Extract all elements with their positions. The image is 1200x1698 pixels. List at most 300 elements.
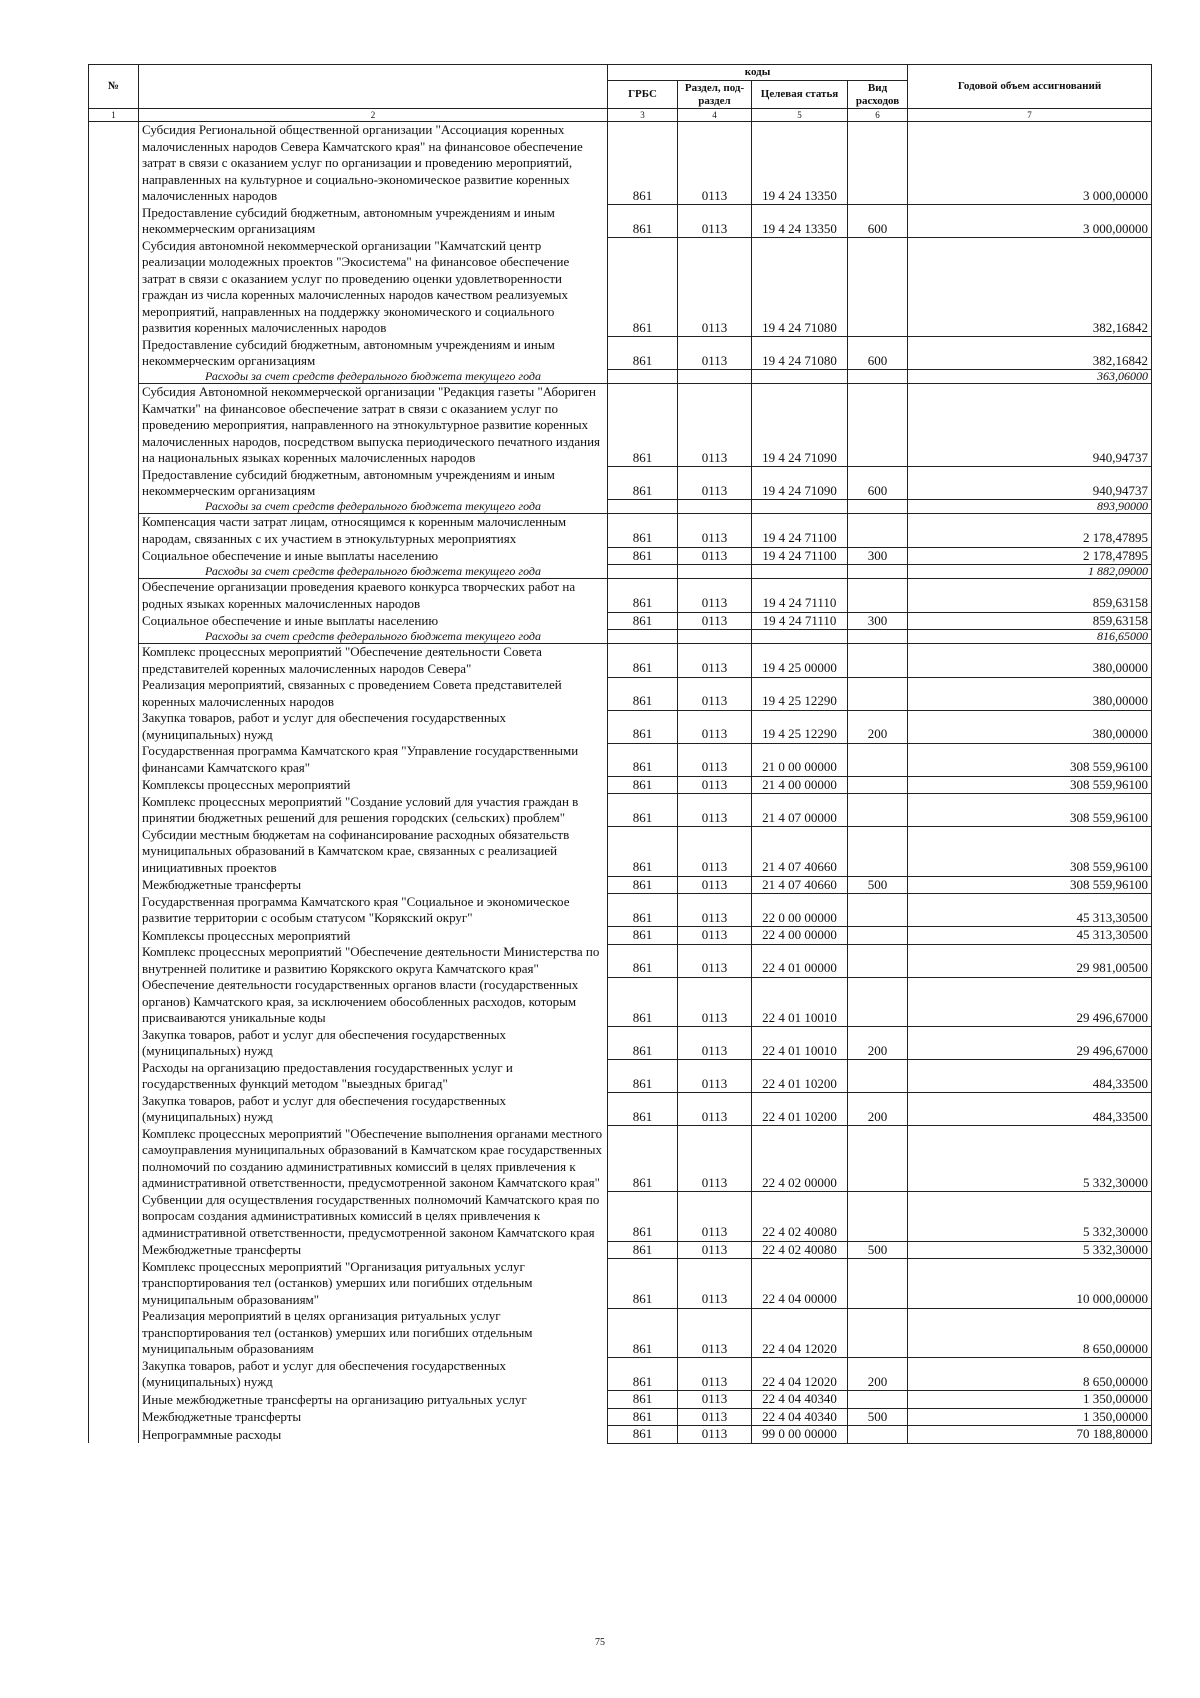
- row-number: [89, 776, 139, 794]
- row-section: 0113: [678, 1308, 752, 1358]
- row-section: 0113: [678, 1408, 752, 1426]
- row-vid: 200: [848, 1027, 908, 1060]
- row-number: [89, 500, 139, 514]
- header-vid: Вид расходов: [848, 81, 908, 109]
- table-row: [89, 876, 1152, 894]
- row-amount: 308 559,96100: [908, 776, 1152, 794]
- federal-funds-row: [89, 500, 1152, 514]
- row-vid: 300: [848, 547, 908, 565]
- col-num-3: 3: [608, 109, 678, 122]
- row-section: 0113: [678, 238, 752, 337]
- table-row: [89, 776, 1152, 794]
- row-vid: [848, 1391, 908, 1409]
- row-amount: 45 313,30500: [908, 927, 1152, 945]
- row-grbs: 861: [608, 827, 678, 877]
- row-name: Межбюджетные трансферты: [139, 1241, 608, 1259]
- table-row: [89, 677, 1152, 710]
- table-row: [89, 1192, 1152, 1242]
- table-row: [89, 467, 1152, 500]
- row-target: 21 0 00 00000: [752, 743, 848, 776]
- table-row: [89, 122, 1152, 205]
- row-target: 19 4 24 71100: [752, 514, 848, 548]
- row-grbs: 861: [608, 794, 678, 827]
- row-grbs: 861: [608, 1093, 678, 1126]
- row-number: [89, 547, 139, 565]
- row-number: [89, 710, 139, 743]
- row-name: Компенсация части затрат лицам, относящимся к коренным малочисленным народам, связанных с их участием в этнокультурных мероприятиях: [139, 514, 608, 548]
- table-row: [89, 1358, 1152, 1391]
- row-target: 22 4 04 12020: [752, 1358, 848, 1391]
- row-vid: [848, 565, 908, 579]
- row-number: [89, 1408, 139, 1426]
- row-target: 19 4 24 13350: [752, 122, 848, 205]
- row-number: [89, 1241, 139, 1259]
- row-vid: [848, 977, 908, 1027]
- row-name: Закупка товаров, работ и услуг для обеспечения государственных (муниципальных) нужд: [139, 710, 608, 743]
- row-section: 0113: [678, 579, 752, 613]
- row-name: Комплекс процессных мероприятий "Создание условий для участия граждан в принятии бюджетных решений для решения городских (сельских) проблем": [139, 794, 608, 827]
- row-amount: 382,16842: [908, 337, 1152, 370]
- budget-table: [88, 64, 1152, 1444]
- row-name: Предоставление субсидий бюджетным, автономным учреждениям и иным некоммерческим организациям: [139, 337, 608, 370]
- row-section: [678, 565, 752, 579]
- row-vid: 200: [848, 1093, 908, 1126]
- row-name: Субсидия автономной некоммерческой организации "Камчатский центр реализации молодежных проектов "Экосистема" на финансовое обеспечение затрат в связи с оказанием услуг по проведению оценки удовлетворенности граждан из числа коренных малочисленных народов качеством реализуемых мероприятий, направленных на поддержку экономического и социального развития коренных малочисленных народов: [139, 238, 608, 337]
- col-num-1: 1: [89, 109, 139, 122]
- row-amount: 45 313,30500: [908, 894, 1152, 927]
- table-row: [89, 514, 1152, 548]
- row-name: Комплекс процессных мероприятий "Обеспечение деятельности Министерства по внутренней политике и развитию Корякского округа Камчатского края": [139, 944, 608, 977]
- row-amount: 484,33500: [908, 1093, 1152, 1126]
- row-number: [89, 337, 139, 370]
- row-name: Комплексы процессных мероприятий: [139, 776, 608, 794]
- row-number: [89, 876, 139, 894]
- table-body: [89, 122, 1152, 1444]
- row-vid: [848, 1192, 908, 1242]
- row-target: 19 4 24 71110: [752, 579, 848, 613]
- row-vid: [848, 794, 908, 827]
- row-vid: [848, 579, 908, 613]
- row-target: 22 0 00 00000: [752, 894, 848, 927]
- table-row: [89, 794, 1152, 827]
- header-no: №: [89, 65, 139, 109]
- row-section: 0113: [678, 827, 752, 877]
- row-name: Комплекс процессных мероприятий "Обеспечение выполнения органами местного самоуправления муниципальных образований в Камчатском крае государственных полномочий по созданию административных комиссий в целях привлечения к административной ответственности, предусмотренной законом Камчатского края": [139, 1126, 608, 1192]
- row-name: Государственная программа Камчатского края "Управление государственными финансами Камчатского края": [139, 743, 608, 776]
- row-target: [752, 500, 848, 514]
- row-name: Комплекс процессных мероприятий "Обеспечение деятельности Совета представителей коренных малочисленных народов Севера": [139, 644, 608, 678]
- row-target: [752, 630, 848, 644]
- row-amount: 859,63158: [908, 612, 1152, 630]
- row-amount: 29 496,67000: [908, 1027, 1152, 1060]
- row-amount: 29 496,67000: [908, 977, 1152, 1027]
- row-vid: [848, 1426, 908, 1444]
- row-grbs: 861: [608, 579, 678, 613]
- row-section: 0113: [678, 1358, 752, 1391]
- row-section: 0113: [678, 205, 752, 238]
- row-section: 0113: [678, 743, 752, 776]
- page-number: 75: [595, 1637, 605, 1648]
- row-number: [89, 579, 139, 613]
- row-number: [89, 1093, 139, 1126]
- row-grbs: 861: [608, 927, 678, 945]
- row-number: [89, 1259, 139, 1309]
- row-grbs: 861: [608, 1358, 678, 1391]
- row-name: Субвенции для осуществления государственных полномочий Камчатского края по вопросам создания административных комиссий в целях привлечения к административной ответственности, предусмотренной законом Камчатского края: [139, 1192, 608, 1242]
- row-vid: 500: [848, 1241, 908, 1259]
- row-amount: 380,00000: [908, 677, 1152, 710]
- table-row: [89, 1093, 1152, 1126]
- row-number: [89, 565, 139, 579]
- table-row: [89, 1308, 1152, 1358]
- row-target: 19 4 24 13350: [752, 205, 848, 238]
- row-grbs: 861: [608, 1241, 678, 1259]
- row-amount: 380,00000: [908, 710, 1152, 743]
- header-codes: коды: [608, 65, 908, 81]
- row-section: 0113: [678, 894, 752, 927]
- row-number: [89, 827, 139, 877]
- row-amount: 484,33500: [908, 1060, 1152, 1093]
- row-number: [89, 514, 139, 548]
- row-section: 0113: [678, 644, 752, 678]
- row-target: 22 4 00 00000: [752, 927, 848, 945]
- row-number: [89, 1192, 139, 1242]
- row-name: Иные межбюджетные трансферты на организацию ритуальных услуг: [139, 1391, 608, 1409]
- table-row: [89, 1408, 1152, 1426]
- row-vid: [848, 776, 908, 794]
- row-grbs: 861: [608, 1192, 678, 1242]
- row-number: [89, 238, 139, 337]
- row-vid: [848, 500, 908, 514]
- row-number: [89, 122, 139, 205]
- row-number: [89, 384, 139, 467]
- row-vid: [848, 894, 908, 927]
- row-amount: 5 332,30000: [908, 1241, 1152, 1259]
- row-section: 0113: [678, 1192, 752, 1242]
- row-number: [89, 977, 139, 1027]
- table-row: [89, 644, 1152, 678]
- col-num-7: 7: [908, 109, 1152, 122]
- row-vid: [848, 370, 908, 384]
- row-target: 22 4 02 40080: [752, 1192, 848, 1242]
- row-target: 22 4 04 40340: [752, 1408, 848, 1426]
- row-grbs: 861: [608, 1027, 678, 1060]
- row-target: [752, 370, 848, 384]
- row-grbs: 861: [608, 644, 678, 678]
- table-row: [89, 612, 1152, 630]
- row-grbs: 861: [608, 467, 678, 500]
- row-amount: 3 000,00000: [908, 122, 1152, 205]
- row-name: Субсидия Автономной некоммерческой организации "Редакция газеты "Абориген Камчатки" на финансовое обеспечение затрат в связи с оказанием услуг по проведению мероприятия, направленного на этнокультурное развитие коренных малочисленных народов, посредством выпуска периодического печатного издания на национальных языках коренных малочисленных народов: [139, 384, 608, 467]
- header-name: [139, 65, 608, 109]
- row-name: Предоставление субсидий бюджетным, автономным учреждениям и иным некоммерческим организациям: [139, 205, 608, 238]
- row-section: 0113: [678, 1126, 752, 1192]
- row-section: 0113: [678, 710, 752, 743]
- row-target: 22 4 04 12020: [752, 1308, 848, 1358]
- federal-funds-row: [89, 370, 1152, 384]
- row-section: [678, 630, 752, 644]
- row-grbs: [608, 630, 678, 644]
- row-number: [89, 894, 139, 927]
- row-name: Непрограммные расходы: [139, 1426, 608, 1444]
- row-target: 22 4 01 10010: [752, 1027, 848, 1060]
- row-amount: 3 000,00000: [908, 205, 1152, 238]
- row-name: Социальное обеспечение и иные выплаты населению: [139, 547, 608, 565]
- row-name: Комплексы процессных мероприятий: [139, 927, 608, 945]
- row-grbs: 861: [608, 547, 678, 565]
- table-row: [89, 547, 1152, 565]
- row-grbs: 861: [608, 1259, 678, 1309]
- row-amount: 2 178,47895: [908, 514, 1152, 548]
- header-target: Целевая статья: [752, 81, 848, 109]
- row-number: [89, 794, 139, 827]
- table-row: [89, 1426, 1152, 1444]
- row-number: [89, 743, 139, 776]
- row-amount: 940,94737: [908, 384, 1152, 467]
- row-amount: 308 559,96100: [908, 794, 1152, 827]
- row-section: 0113: [678, 927, 752, 945]
- row-section: 0113: [678, 977, 752, 1027]
- row-section: 0113: [678, 944, 752, 977]
- row-vid: 600: [848, 337, 908, 370]
- row-grbs: 861: [608, 894, 678, 927]
- row-grbs: 861: [608, 1126, 678, 1192]
- row-number: [89, 1126, 139, 1192]
- row-vid: [848, 927, 908, 945]
- row-grbs: 861: [608, 710, 678, 743]
- table-row: [89, 1027, 1152, 1060]
- row-number: [89, 944, 139, 977]
- row-grbs: 861: [608, 977, 678, 1027]
- table-row: [89, 1391, 1152, 1409]
- row-grbs: [608, 500, 678, 514]
- row-section: [678, 370, 752, 384]
- table-row: [89, 579, 1152, 613]
- table-row: [89, 337, 1152, 370]
- row-amount: 8 650,00000: [908, 1308, 1152, 1358]
- table-row: [89, 944, 1152, 977]
- row-section: 0113: [678, 1027, 752, 1060]
- row-amount: 1 350,00000: [908, 1391, 1152, 1409]
- col-num-5: 5: [752, 109, 848, 122]
- row-name: Субсидии местным бюджетам на софинансирование расходных обязательств муниципальных образований в Камчатском крае, связанных с реализацией инициативных проектов: [139, 827, 608, 877]
- row-name: Межбюджетные трансферты: [139, 876, 608, 894]
- row-vid: 200: [848, 1358, 908, 1391]
- row-grbs: 861: [608, 514, 678, 548]
- table-row: [89, 977, 1152, 1027]
- row-number: [89, 630, 139, 644]
- row-section: 0113: [678, 776, 752, 794]
- row-grbs: 861: [608, 1426, 678, 1444]
- row-target: 19 4 24 71090: [752, 384, 848, 467]
- row-target: 21 4 07 40660: [752, 827, 848, 877]
- row-vid: [848, 827, 908, 877]
- row-section: 0113: [678, 122, 752, 205]
- row-target: 21 4 07 00000: [752, 794, 848, 827]
- row-amount: 308 559,96100: [908, 827, 1152, 877]
- row-target: 19 4 24 71110: [752, 612, 848, 630]
- table-row: [89, 1259, 1152, 1309]
- row-section: 0113: [678, 337, 752, 370]
- table-row: [89, 1126, 1152, 1192]
- table-row: [89, 894, 1152, 927]
- row-number: [89, 677, 139, 710]
- table-row: [89, 384, 1152, 467]
- row-grbs: 861: [608, 1060, 678, 1093]
- table-row: [89, 710, 1152, 743]
- row-amount: 2 178,47895: [908, 547, 1152, 565]
- row-section: 0113: [678, 794, 752, 827]
- table-row: [89, 1241, 1152, 1259]
- row-grbs: 861: [608, 876, 678, 894]
- header-section: Раздел, под-раздел: [678, 81, 752, 109]
- row-number: [89, 612, 139, 630]
- table-row: [89, 927, 1152, 945]
- federal-funds-row: [89, 565, 1152, 579]
- row-name: Закупка товаров, работ и услуг для обеспечения государственных (муниципальных) нужд: [139, 1358, 608, 1391]
- row-section: 0113: [678, 1093, 752, 1126]
- row-vid: 600: [848, 205, 908, 238]
- row-grbs: 861: [608, 205, 678, 238]
- row-vid: [848, 1126, 908, 1192]
- row-vid: [848, 1308, 908, 1358]
- row-name: Расходы за счет средств федерального бюджета текущего года: [139, 565, 608, 579]
- row-section: 0113: [678, 1391, 752, 1409]
- row-grbs: [608, 370, 678, 384]
- row-amount: 5 332,30000: [908, 1192, 1152, 1242]
- col-num-6: 6: [848, 109, 908, 122]
- row-grbs: 861: [608, 612, 678, 630]
- row-name: Предоставление субсидий бюджетным, автономным учреждениям и иным некоммерческим организациям: [139, 467, 608, 500]
- row-name: Закупка товаров, работ и услуг для обеспечения государственных (муниципальных) нужд: [139, 1027, 608, 1060]
- row-amount: 940,94737: [908, 467, 1152, 500]
- row-section: 0113: [678, 1060, 752, 1093]
- row-name: Межбюджетные трансферты: [139, 1408, 608, 1426]
- row-target: 19 4 24 71080: [752, 238, 848, 337]
- row-vid: 600: [848, 467, 908, 500]
- row-target: 22 4 04 00000: [752, 1259, 848, 1309]
- column-number-row: [89, 109, 1152, 122]
- row-vid: [848, 122, 908, 205]
- row-target: 21 4 00 00000: [752, 776, 848, 794]
- table-row: [89, 1060, 1152, 1093]
- row-vid: [848, 644, 908, 678]
- row-target: 22 4 02 00000: [752, 1126, 848, 1192]
- row-amount: 1 350,00000: [908, 1408, 1152, 1426]
- row-grbs: 861: [608, 677, 678, 710]
- row-name: Расходы за счет средств федерального бюджета текущего года: [139, 630, 608, 644]
- table-row: [89, 238, 1152, 337]
- row-vid: [848, 514, 908, 548]
- row-target: 19 4 24 71080: [752, 337, 848, 370]
- row-name: Государственная программа Камчатского края "Социальное и экономическое развитие территории с особым статусом "Корякский округ": [139, 894, 608, 927]
- row-name: Реализация мероприятий, связанных с проведением Совета представителей коренных малочисленных народов: [139, 677, 608, 710]
- row-amount: 29 981,00500: [908, 944, 1152, 977]
- row-number: [89, 927, 139, 945]
- row-target: 22 4 01 10200: [752, 1060, 848, 1093]
- row-grbs: 861: [608, 238, 678, 337]
- row-amount: 10 000,00000: [908, 1259, 1152, 1309]
- row-amount: 308 559,96100: [908, 876, 1152, 894]
- row-vid: [848, 944, 908, 977]
- row-number: [89, 467, 139, 500]
- row-amount: 5 332,30000: [908, 1126, 1152, 1192]
- row-target: 22 4 01 10010: [752, 977, 848, 1027]
- row-vid: [848, 1060, 908, 1093]
- row-section: 0113: [678, 384, 752, 467]
- row-number: [89, 644, 139, 678]
- row-number: [89, 1027, 139, 1060]
- row-name: Расходы за счет средств федерального бюджета текущего года: [139, 500, 608, 514]
- row-section: 0113: [678, 547, 752, 565]
- row-amount: 70 188,80000: [908, 1426, 1152, 1444]
- row-vid: [848, 238, 908, 337]
- row-vid: 300: [848, 612, 908, 630]
- header-grbs: ГРБС: [608, 81, 678, 109]
- row-grbs: 861: [608, 776, 678, 794]
- row-target: 19 4 25 00000: [752, 644, 848, 678]
- table-row: [89, 743, 1152, 776]
- row-section: 0113: [678, 1241, 752, 1259]
- row-name: Расходы на организацию предоставления государственных услуг и государственных функций методом "выездных бригад": [139, 1060, 608, 1093]
- row-target: 22 4 01 10200: [752, 1093, 848, 1126]
- row-target: 21 4 07 40660: [752, 876, 848, 894]
- row-name: Обеспечение деятельности государственных органов власти (государственных органов) Камчатского края, за исключением обособленных расходов, которым присваиваются уникальные коды: [139, 977, 608, 1027]
- row-target: 19 4 25 12290: [752, 710, 848, 743]
- row-grbs: 861: [608, 337, 678, 370]
- row-amount: 1 882,09000: [908, 565, 1152, 579]
- row-number: [89, 370, 139, 384]
- row-target: 19 4 24 71100: [752, 547, 848, 565]
- table-row: [89, 205, 1152, 238]
- row-grbs: 861: [608, 743, 678, 776]
- row-vid: 500: [848, 876, 908, 894]
- row-grbs: 861: [608, 1308, 678, 1358]
- row-amount: 380,00000: [908, 644, 1152, 678]
- row-amount: 8 650,00000: [908, 1358, 1152, 1391]
- row-grbs: 861: [608, 384, 678, 467]
- row-name: Комплекс процессных мероприятий "Организация ритуальных услуг транспортирования тел (останков) умерших или погибших отдельным муниципальным образованиям": [139, 1259, 608, 1309]
- row-vid: [848, 384, 908, 467]
- row-section: 0113: [678, 514, 752, 548]
- row-number: [89, 1426, 139, 1444]
- row-name: Обеспечение организации проведения краевого конкурса творческих работ на родных языках коренных малочисленных народов: [139, 579, 608, 613]
- row-name: Расходы за счет средств федерального бюджета текущего года: [139, 370, 608, 384]
- row-vid: [848, 743, 908, 776]
- row-grbs: 861: [608, 944, 678, 977]
- row-section: [678, 500, 752, 514]
- row-vid: 200: [848, 710, 908, 743]
- row-target: [752, 565, 848, 579]
- row-vid: [848, 677, 908, 710]
- row-target: 22 4 02 40080: [752, 1241, 848, 1259]
- row-grbs: 861: [608, 1391, 678, 1409]
- row-name: Субсидия Региональной общественной организации "Ассоциация коренных малочисленных народов Севера Камчатского края" на финансовое обеспечение затрат в связи с оказанием услуг по организации и проведению мероприятий, направленных на культурное и социально-экономическое развитие коренных малочисленных народов: [139, 122, 608, 205]
- table-row: [89, 827, 1152, 877]
- row-section: 0113: [678, 467, 752, 500]
- col-num-4: 4: [678, 109, 752, 122]
- row-target: 99 0 00 00000: [752, 1426, 848, 1444]
- col-num-2: 2: [139, 109, 608, 122]
- row-amount: 893,90000: [908, 500, 1152, 514]
- row-amount: 363,06000: [908, 370, 1152, 384]
- row-target: 19 4 25 12290: [752, 677, 848, 710]
- row-amount: 859,63158: [908, 579, 1152, 613]
- row-target: 19 4 24 71090: [752, 467, 848, 500]
- federal-funds-row: [89, 630, 1152, 644]
- row-section: 0113: [678, 612, 752, 630]
- row-vid: 500: [848, 1408, 908, 1426]
